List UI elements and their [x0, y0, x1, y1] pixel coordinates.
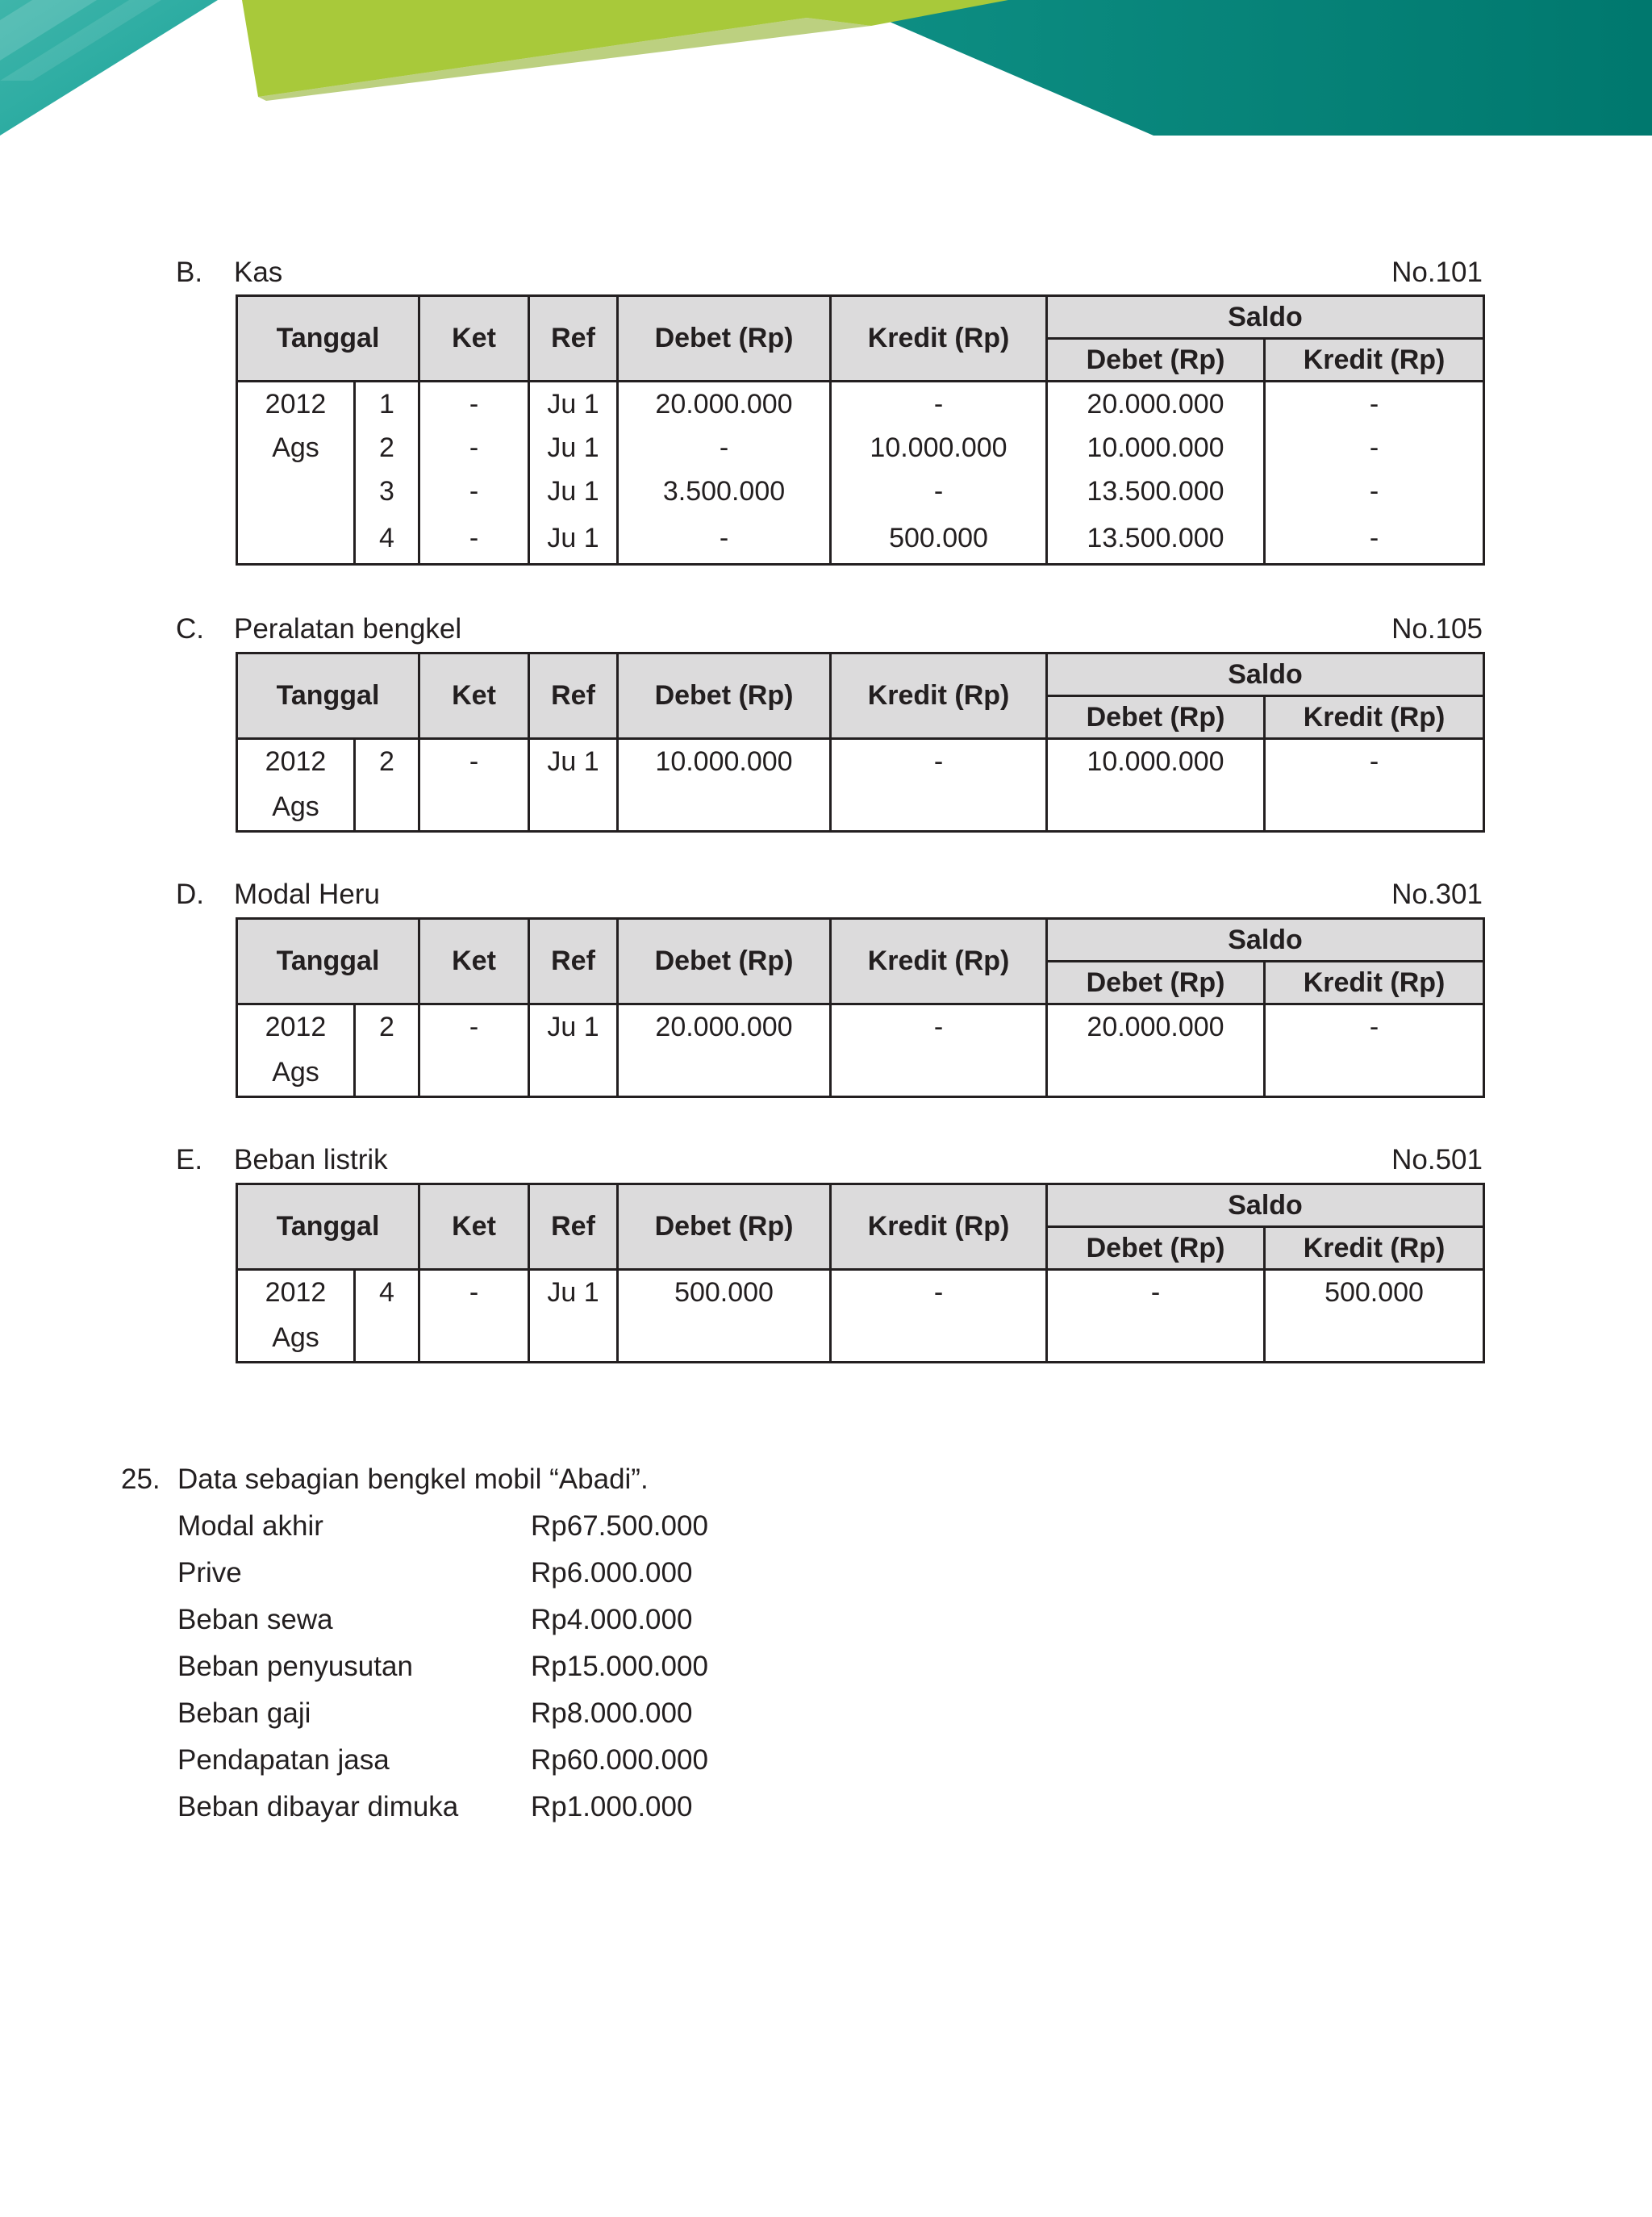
cell-year: Ags	[237, 1314, 355, 1363]
cell-saldo-debet	[1047, 783, 1265, 832]
list-item	[121, 1784, 708, 1831]
item-label: Beban gaji	[177, 1697, 311, 1729]
header-saldo-kredit: Kredit (Rp)	[1265, 696, 1484, 739]
cell-debet: 20.000.000	[618, 1004, 831, 1050]
section-peralatan-title	[176, 612, 1483, 647]
cell-ref: Ju 1	[529, 426, 618, 470]
header-banner	[0, 0, 1652, 141]
cell-ref: Ju 1	[529, 1004, 618, 1050]
header-saldo-kredit: Kredit (Rp)	[1265, 962, 1484, 1004]
cell-ref	[529, 1314, 618, 1363]
cell-day: 4	[355, 513, 419, 565]
cell-saldo-debet	[1047, 1049, 1265, 1097]
cell-saldo-kredit	[1265, 1049, 1484, 1097]
section-modal-title	[176, 877, 1483, 912]
cell-ket: -	[419, 513, 529, 565]
cell-day: 3	[355, 470, 419, 513]
header-ket: Ket	[419, 919, 529, 1004]
cell-ket	[419, 1049, 529, 1097]
cell-year	[237, 470, 355, 513]
table-row	[237, 1049, 1484, 1097]
cell-kredit: 10.000.000	[831, 426, 1047, 470]
cell-debet: 500.000	[618, 1270, 831, 1315]
header-saldo: Saldo	[1047, 653, 1484, 696]
cell-year: 2012	[237, 1270, 355, 1315]
cell-day	[355, 1049, 419, 1097]
account-name: Kas	[234, 257, 283, 288]
item-value: Rp15.000.000	[531, 1651, 708, 1682]
header-saldo-kredit: Kredit (Rp)	[1265, 1227, 1484, 1270]
question-title	[121, 1456, 708, 1503]
cell-kredit: -	[831, 739, 1047, 784]
cell-saldo-kredit: 500.000	[1265, 1270, 1484, 1315]
cell-day: 1	[355, 382, 419, 427]
cell-kredit: -	[831, 470, 1047, 513]
table-row	[237, 1004, 1484, 1050]
item-label: Beban sewa	[177, 1604, 333, 1635]
cell-year	[237, 513, 355, 565]
header-saldo: Saldo	[1047, 296, 1484, 339]
cell-saldo-kredit	[1265, 783, 1484, 832]
cell-ket: -	[419, 1270, 529, 1315]
ledger-table-beban-listrik	[236, 1183, 1485, 1363]
header-kredit: Kredit (Rp)	[831, 919, 1047, 1004]
header-ref: Ref	[529, 919, 618, 1004]
cell-ket: -	[419, 382, 529, 427]
cell-ket	[419, 783, 529, 832]
item-value: Rp6.000.000	[531, 1557, 693, 1589]
header-saldo: Saldo	[1047, 1184, 1484, 1227]
list-item	[121, 1503, 708, 1550]
list-item	[121, 1737, 708, 1784]
cell-debet: 3.500.000	[618, 470, 831, 513]
cell-debet	[618, 1049, 831, 1097]
cell-day: 2	[355, 426, 419, 470]
question-number: 25.	[121, 1463, 161, 1495]
header-saldo-debet: Debet (Rp)	[1047, 339, 1265, 382]
cell-saldo-kredit: -	[1265, 1004, 1484, 1050]
cell-saldo-kredit: -	[1265, 470, 1484, 513]
cell-saldo-kredit: -	[1265, 382, 1484, 427]
item-value: Rp60.000.000	[531, 1744, 708, 1776]
header-kredit: Kredit (Rp)	[831, 653, 1047, 739]
cell-saldo-debet: 20.000.000	[1047, 1004, 1265, 1050]
list-item	[121, 1643, 708, 1690]
cell-kredit	[831, 783, 1047, 832]
item-value: Rp4.000.000	[531, 1604, 693, 1635]
cell-day: 4	[355, 1270, 419, 1315]
header-ket: Ket	[419, 1184, 529, 1270]
ledger-table-kas	[236, 294, 1485, 566]
account-number: No.105	[1391, 613, 1483, 645]
cell-debet	[618, 783, 831, 832]
cell-saldo-debet: 20.000.000	[1047, 382, 1265, 427]
cell-saldo-debet: 13.500.000	[1047, 470, 1265, 513]
item-value: Rp8.000.000	[531, 1697, 693, 1729]
cell-ket	[419, 1314, 529, 1363]
cell-kredit: 500.000	[831, 513, 1047, 565]
header-ref: Ref	[529, 653, 618, 739]
account-number: No.101	[1391, 257, 1483, 288]
cell-kredit: -	[831, 1270, 1047, 1315]
question-text: Data sebagian bengkel mobil “Abadi”.	[177, 1463, 649, 1495]
cell-debet: -	[618, 513, 831, 565]
cell-year: 2012	[237, 382, 355, 427]
header-kredit: Kredit (Rp)	[831, 1184, 1047, 1270]
header-ref: Ref	[529, 296, 618, 382]
cell-day	[355, 1314, 419, 1363]
cell-year: 2012	[237, 1004, 355, 1050]
item-value: Rp1.000.000	[531, 1791, 693, 1822]
item-label: Modal akhir	[177, 1510, 323, 1542]
cell-saldo-debet: 10.000.000	[1047, 739, 1265, 784]
cell-year: 2012	[237, 739, 355, 784]
cell-ket: -	[419, 470, 529, 513]
item-value: Rp67.500.000	[531, 1510, 708, 1542]
cell-saldo-debet: 10.000.000	[1047, 426, 1265, 470]
header-saldo-debet: Debet (Rp)	[1047, 962, 1265, 1004]
cell-ket: -	[419, 739, 529, 784]
cell-kredit: -	[831, 1004, 1047, 1050]
list-item	[121, 1690, 708, 1737]
cell-day: 2	[355, 739, 419, 784]
cell-kredit: -	[831, 382, 1047, 427]
cell-saldo-debet: -	[1047, 1270, 1265, 1315]
account-name: Peralatan bengkel	[234, 613, 462, 645]
cell-saldo-debet: 13.500.000	[1047, 513, 1265, 565]
cell-ref	[529, 783, 618, 832]
list-item	[121, 1550, 708, 1597]
cell-year: Ags	[237, 426, 355, 470]
table-row	[237, 470, 1484, 513]
header-debet: Debet (Rp)	[618, 1184, 831, 1270]
header-debet: Debet (Rp)	[618, 653, 831, 739]
cell-kredit	[831, 1314, 1047, 1363]
section-letter: B.	[176, 257, 203, 288]
cell-ref: Ju 1	[529, 382, 618, 427]
item-label: Beban penyusutan	[177, 1651, 413, 1682]
cell-debet: 20.000.000	[618, 382, 831, 427]
header-saldo-debet: Debet (Rp)	[1047, 1227, 1265, 1270]
section-letter: E.	[176, 1144, 203, 1175]
ledger-table-modal	[236, 917, 1485, 1098]
cell-day	[355, 783, 419, 832]
cell-debet: -	[618, 426, 831, 470]
cell-ref: Ju 1	[529, 513, 618, 565]
cell-day: 2	[355, 1004, 419, 1050]
item-label: Prive	[177, 1557, 242, 1589]
header-tanggal: Tanggal	[237, 1184, 419, 1270]
cell-saldo-kredit: -	[1265, 739, 1484, 784]
header-kredit: Kredit (Rp)	[831, 296, 1047, 382]
header-ket: Ket	[419, 653, 529, 739]
header-tanggal: Tanggal	[237, 653, 419, 739]
account-number: No.301	[1391, 879, 1483, 910]
cell-year: Ags	[237, 783, 355, 832]
header-ket: Ket	[419, 296, 529, 382]
account-number: No.501	[1391, 1144, 1483, 1175]
cell-ket: -	[419, 426, 529, 470]
header-tanggal: Tanggal	[237, 919, 419, 1004]
section-letter: C.	[176, 613, 204, 645]
header-ref: Ref	[529, 1184, 618, 1270]
section-beban-listrik-title	[176, 1142, 1483, 1178]
header-debet: Debet (Rp)	[618, 296, 831, 382]
table-row	[237, 739, 1484, 784]
table-row	[237, 513, 1484, 565]
cell-year: Ags	[237, 1049, 355, 1097]
table-row	[237, 1270, 1484, 1315]
table-row	[237, 382, 1484, 427]
cell-ref	[529, 1049, 618, 1097]
account-name: Modal Heru	[234, 879, 380, 910]
cell-debet	[618, 1314, 831, 1363]
header-saldo-kredit: Kredit (Rp)	[1265, 339, 1484, 382]
header-saldo-debet: Debet (Rp)	[1047, 696, 1265, 739]
cell-saldo-kredit: -	[1265, 426, 1484, 470]
cell-kredit	[831, 1049, 1047, 1097]
header-saldo: Saldo	[1047, 919, 1484, 962]
table-row	[237, 783, 1484, 832]
header-tanggal: Tanggal	[237, 296, 419, 382]
question-25	[121, 1456, 708, 1831]
cell-ket: -	[419, 1004, 529, 1050]
section-kas-title	[176, 255, 1483, 290]
cell-saldo-debet	[1047, 1314, 1265, 1363]
item-label: Pendapatan jasa	[177, 1744, 390, 1776]
list-item	[121, 1597, 708, 1643]
ledger-table-peralatan	[236, 652, 1485, 833]
cell-ref: Ju 1	[529, 739, 618, 784]
cell-ref: Ju 1	[529, 1270, 618, 1315]
cell-ref: Ju 1	[529, 470, 618, 513]
section-letter: D.	[176, 879, 204, 910]
cell-saldo-kredit: -	[1265, 513, 1484, 565]
item-label: Beban dibayar dimuka	[177, 1791, 459, 1822]
cell-saldo-kredit	[1265, 1314, 1484, 1363]
table-row	[237, 1314, 1484, 1363]
cell-debet: 10.000.000	[618, 739, 831, 784]
header-debet: Debet (Rp)	[618, 919, 831, 1004]
table-row	[237, 426, 1484, 470]
account-name: Beban listrik	[234, 1144, 388, 1175]
